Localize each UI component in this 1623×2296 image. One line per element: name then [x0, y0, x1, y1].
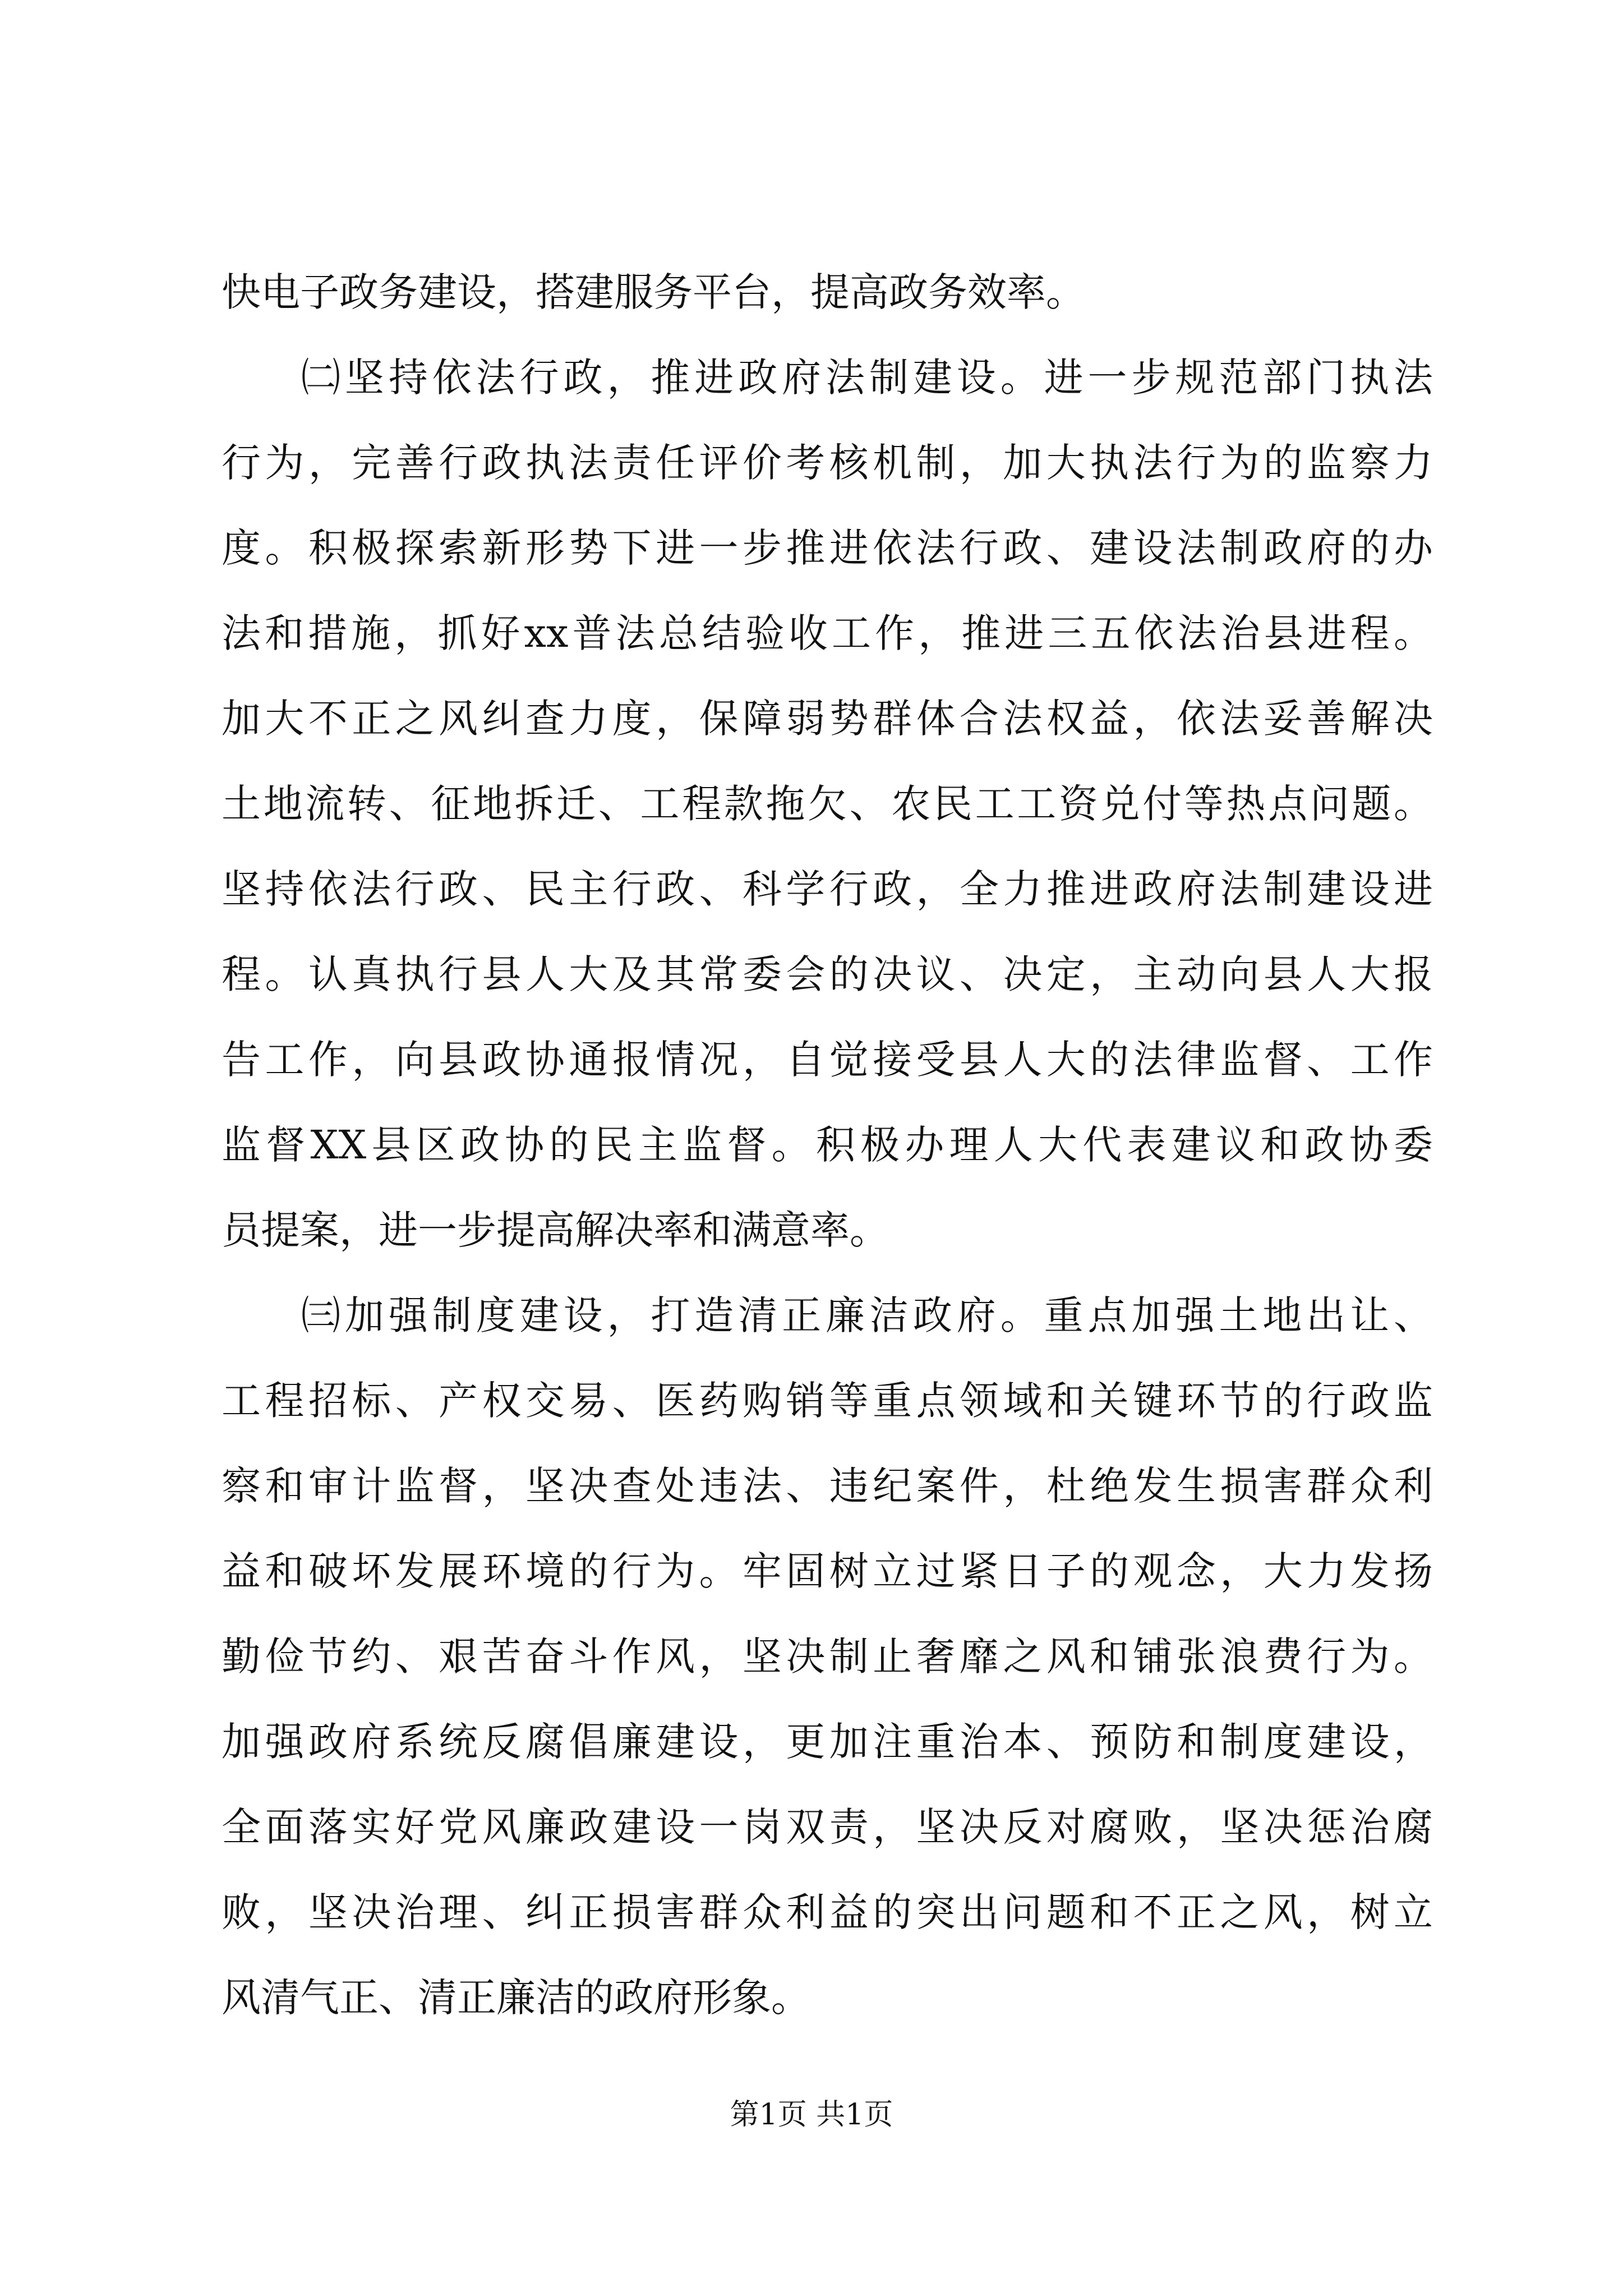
text-line: 察和审计监督，坚决查处违法、违纪案件，杜绝发生损害群众利 [222, 1463, 1433, 1509]
text-line: 工程招标、产权交易、医药购销等重点领域和关键环节的行政监 [222, 1378, 1433, 1424]
text-line: 勤俭节约、艰苦奋斗作风，坚决制止奢靡之风和铺张浪费行为。 [222, 1634, 1433, 1680]
text-line: 败，坚决治理、纠正损害群众利益的突出问题和不正之风，树立 [222, 1889, 1433, 1935]
page-number-footer: 第1页 共1页 [730, 2098, 893, 2132]
text-line: 加大不正之风纠查力度，保障弱势群体合法权益，依法妥善解决 [222, 696, 1433, 742]
text-line: 度。积极探索新形势下进一步推进依法行政、建设法制政府的办 [222, 525, 1433, 571]
text-line: 风清气正、清正廉洁的政府形象。 [222, 1975, 810, 2021]
paragraph-heading-line: ㈢加强制度建设，打造清正廉洁政府。重点加强土地出让、 [301, 1292, 1433, 1338]
text-line: 告工作，向县政协通报情况，自觉接受县人大的法律监督、工作 [222, 1037, 1433, 1083]
text-line: 快电子政务建设，搭建服务平台，提高政务效率。 [222, 269, 1085, 315]
paragraph-heading-line: ㈡坚持依法行政，推进政府法制建设。进一步规范部门执法 [301, 355, 1433, 401]
text-line: 法和措施，抓好xx普法总结验收工作，推进三五依法治县进程。 [222, 610, 1433, 656]
text-line: 土地流转、征地拆迁、工程款拖欠、农民工工资兑付等热点问题。 [222, 781, 1433, 827]
text-line: 监督XX县区政协的民主监督。积极办理人大代表建议和政协委 [222, 1122, 1433, 1168]
text-line: 坚持依法行政、民主行政、科学行政，全力推进政府法制建设进 [222, 866, 1433, 912]
text-line: 益和破坏发展环境的行为。牢固树立过紧日子的观念，大力发扬 [222, 1548, 1433, 1594]
document-body [222, 250, 1433, 2040]
text-line: 全面落实好党风廉政建设一岗双责，坚决反对腐败，坚决惩治腐 [222, 1804, 1433, 1850]
text-line: 加强政府系统反腐倡廉建设，更加注重治本、预防和制度建设， [222, 1719, 1433, 1765]
text-line: 行为，完善行政执法责任评价考核机制，加大执法行为的监察力 [222, 440, 1433, 486]
text-line: 员提案，进一步提高解决率和满意率。 [222, 1207, 889, 1253]
text-line: 程。认真执行县人大及其常委会的决议、决定，主动向县人大报 [222, 951, 1433, 997]
